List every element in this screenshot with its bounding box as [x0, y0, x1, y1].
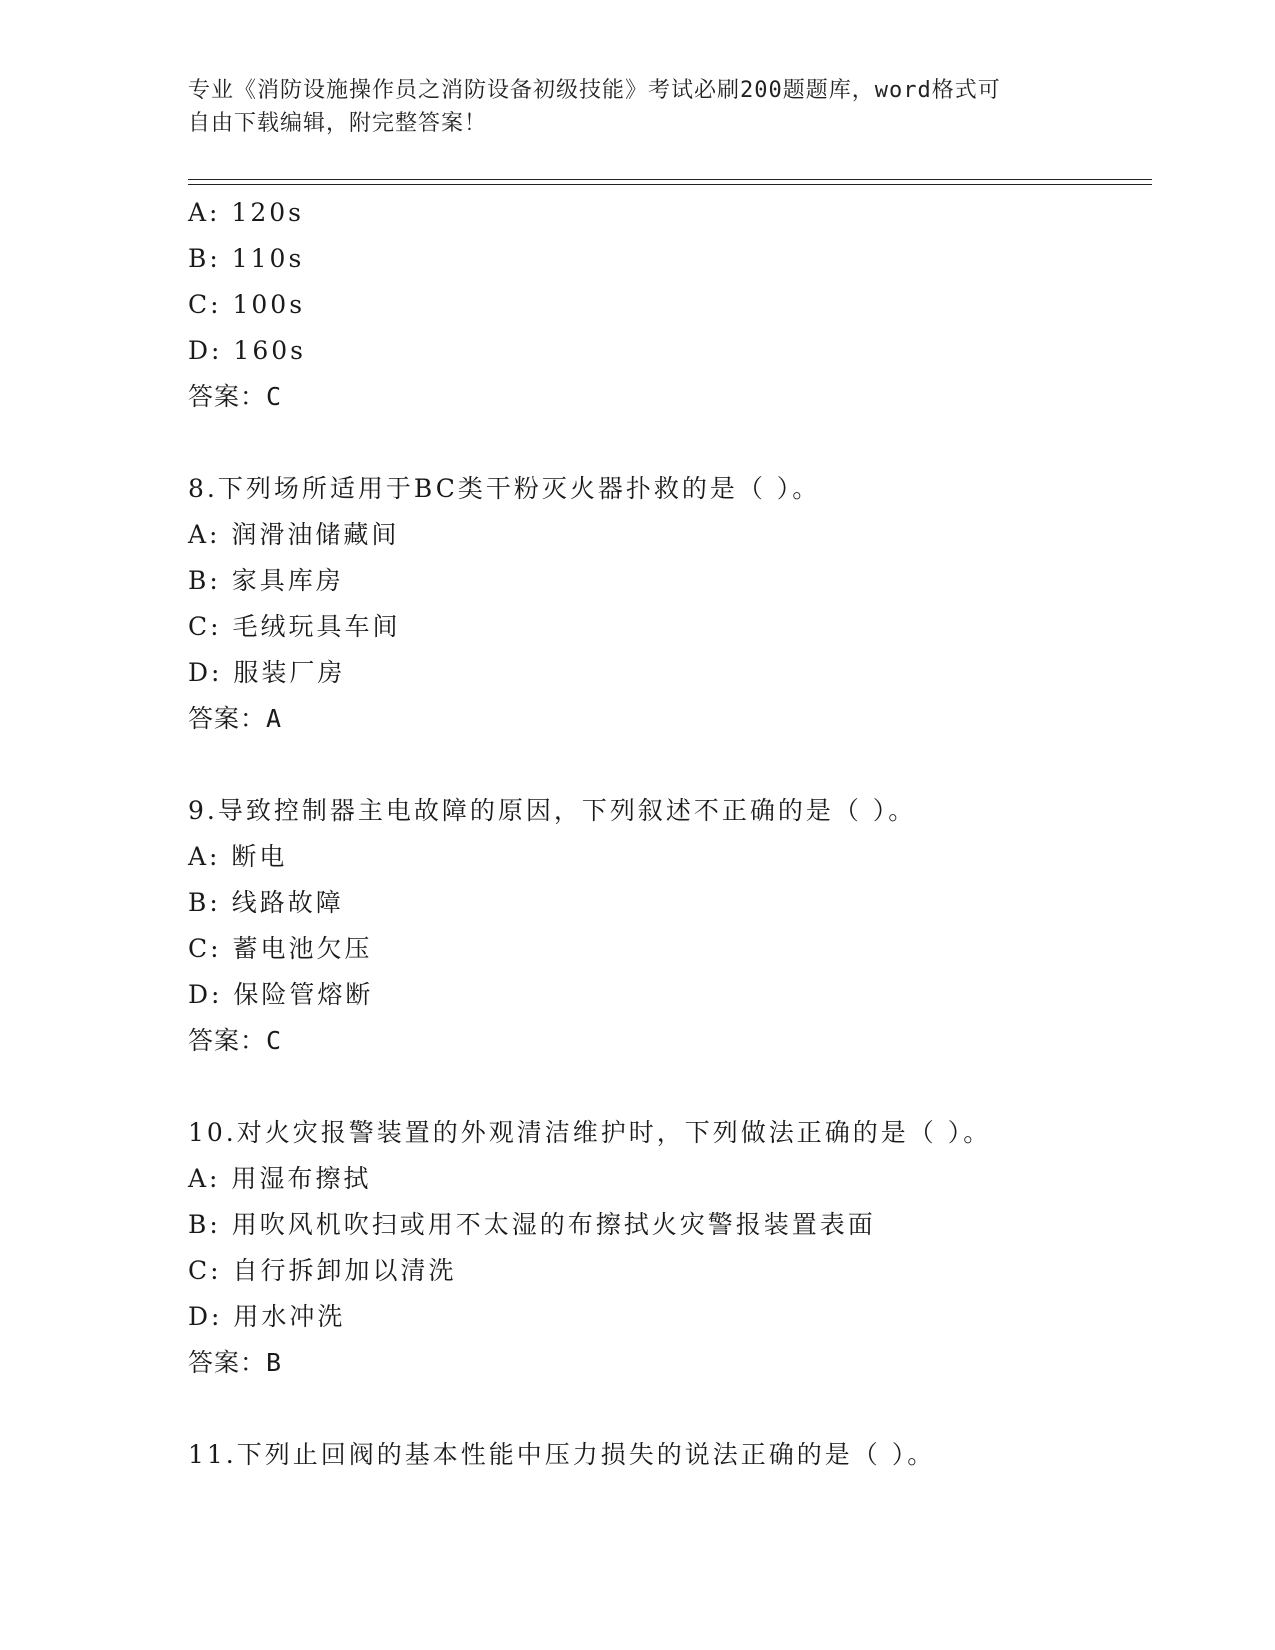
option-d: D: 160s — [188, 336, 306, 365]
question-list — [188, 190, 1148, 1478]
header-line-2: 自由下载编辑，附完整答案！ — [188, 111, 488, 136]
question-stem: 11.下列止回阀的基本性能中压力损失的说法正确的是（ ）。 — [188, 1440, 936, 1469]
option-a: A: 润滑油储藏间 — [188, 520, 400, 549]
option-a: A: 断电 — [188, 842, 288, 871]
question-stem: 9.导致控制器主电故障的原因，下列叙述不正确的是（ ）。 — [188, 796, 917, 825]
question-item — [188, 466, 1148, 742]
answer-line: 答案：C — [188, 1026, 283, 1055]
option-b: B: 110s — [188, 244, 305, 273]
question-fragment — [188, 190, 1148, 420]
answer-line: 答案：A — [188, 704, 283, 733]
option-d: D: 用水冲洗 — [188, 1302, 346, 1331]
option-d: D: 服装厂房 — [188, 658, 346, 687]
option-a: A: 用湿布擦拭 — [188, 1164, 372, 1193]
question-item — [188, 788, 1148, 1064]
header-line-1: 专业《消防设施操作员之消防设备初级技能》考试必刷200题题库，word格式可 — [188, 78, 1001, 103]
answer-line: 答案：C — [188, 382, 283, 411]
option-b: B: 家具库房 — [188, 566, 344, 595]
spacer — [188, 742, 1148, 788]
answer-line: 答案：B — [188, 1348, 283, 1377]
option-c: C: 自行拆卸加以清洗 — [188, 1256, 457, 1285]
question-stem: 8.下列场所适用于BC类干粉灭火器扑救的是（ ）。 — [188, 474, 821, 503]
option-b: B: 线路故障 — [188, 888, 344, 917]
question-item — [188, 1432, 1148, 1478]
question-item — [188, 1110, 1148, 1386]
header-rule-top — [188, 179, 1152, 180]
header-rule-bottom — [188, 184, 1152, 185]
spacer — [188, 1386, 1148, 1432]
option-c: C: 100s — [188, 290, 306, 319]
spacer — [188, 420, 1148, 466]
spacer — [188, 1064, 1148, 1110]
option-a: A: 120s — [188, 198, 304, 227]
document-header — [188, 74, 1068, 140]
question-stem: 10.对火灾报警装置的外观清洁维护时，下列做法正确的是（ ）。 — [188, 1118, 992, 1147]
option-c: C: 蓄电池欠压 — [188, 934, 373, 963]
option-b: B: 用吹风机吹扫或用不太湿的布擦拭火灾警报装置表面 — [188, 1210, 876, 1239]
option-d: D: 保险管熔断 — [188, 980, 374, 1009]
option-c: C: 毛绒玩具车间 — [188, 612, 401, 641]
